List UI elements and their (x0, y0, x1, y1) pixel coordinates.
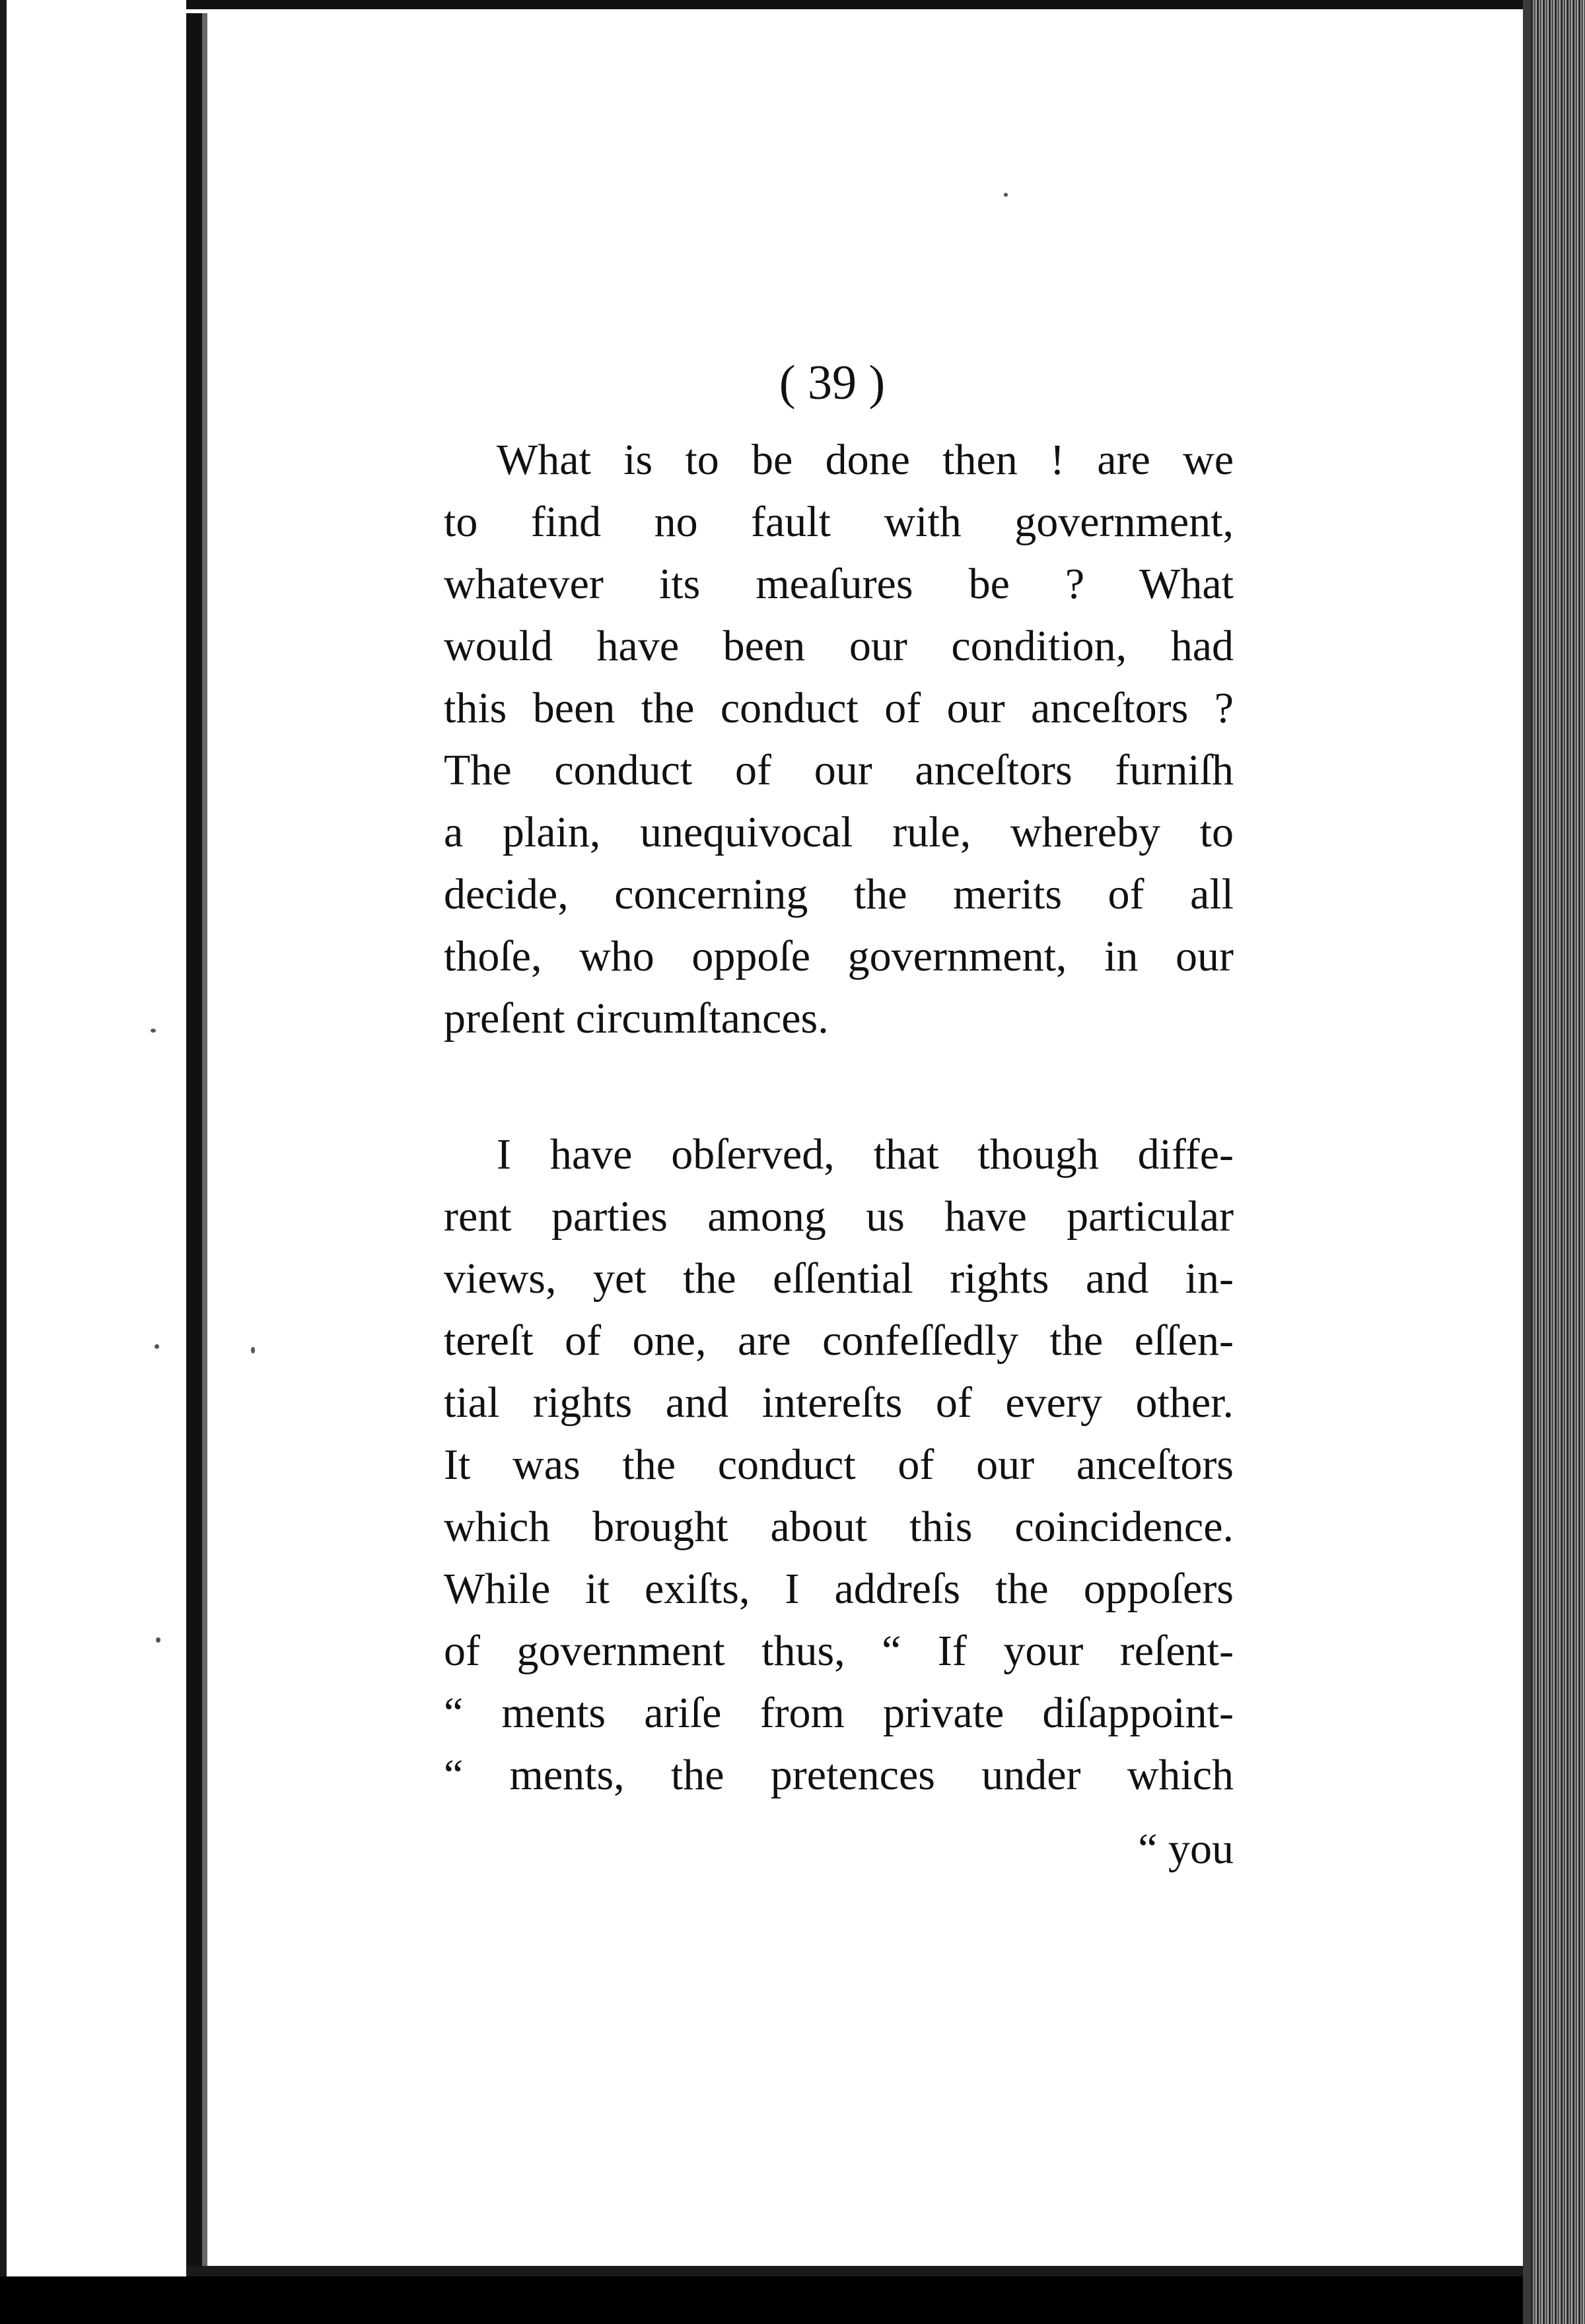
text-line: views, yet the eſſential rights and in- (444, 1254, 1234, 1303)
text-line: rent parties among us have particular (444, 1192, 1234, 1241)
page-number: ( 39 ) (779, 356, 886, 410)
text-line: “ ments ariſe from private diſappoint- (444, 1689, 1234, 1737)
text-line: The conduct of our anceſtors furniſh (444, 746, 1234, 794)
text-line: which brought about this coincidence. (444, 1503, 1234, 1551)
text-line: I have obſerved, that though diffe- (497, 1130, 1234, 1179)
text-line: this been the conduct of our anceſtors ? (444, 684, 1234, 732)
text-line: whatever its meaſures be ? What (444, 560, 1234, 608)
text-line: tereſt of one, are confeſſedly the eſſen- (444, 1316, 1234, 1365)
text-line: would have been our condition, had (444, 622, 1234, 670)
text-line: a plain, unequivocal rule, whereby to (444, 808, 1234, 856)
text-line: preſent circumſtances. (444, 994, 829, 1042)
text-line: It was the conduct of our anceſtors (444, 1441, 1234, 1489)
text-line: “ ments, the pretences under which (444, 1751, 1234, 1799)
text-line: What is to be done then ! are we (497, 436, 1234, 484)
text-line: decide, concerning the merits of all (444, 870, 1234, 918)
text-line: While it exiſts, I addreſs the oppoſers (444, 1565, 1234, 1613)
text-line: tial rights and intereſts of every other. (444, 1379, 1234, 1427)
text-line: thoſe, who oppoſe government, in our (444, 932, 1234, 980)
text-line: of government thus, “ If your reſent- (444, 1627, 1234, 1675)
catchword: “ you (1138, 1825, 1234, 1873)
text-line: to find no fault with government, (444, 498, 1234, 546)
